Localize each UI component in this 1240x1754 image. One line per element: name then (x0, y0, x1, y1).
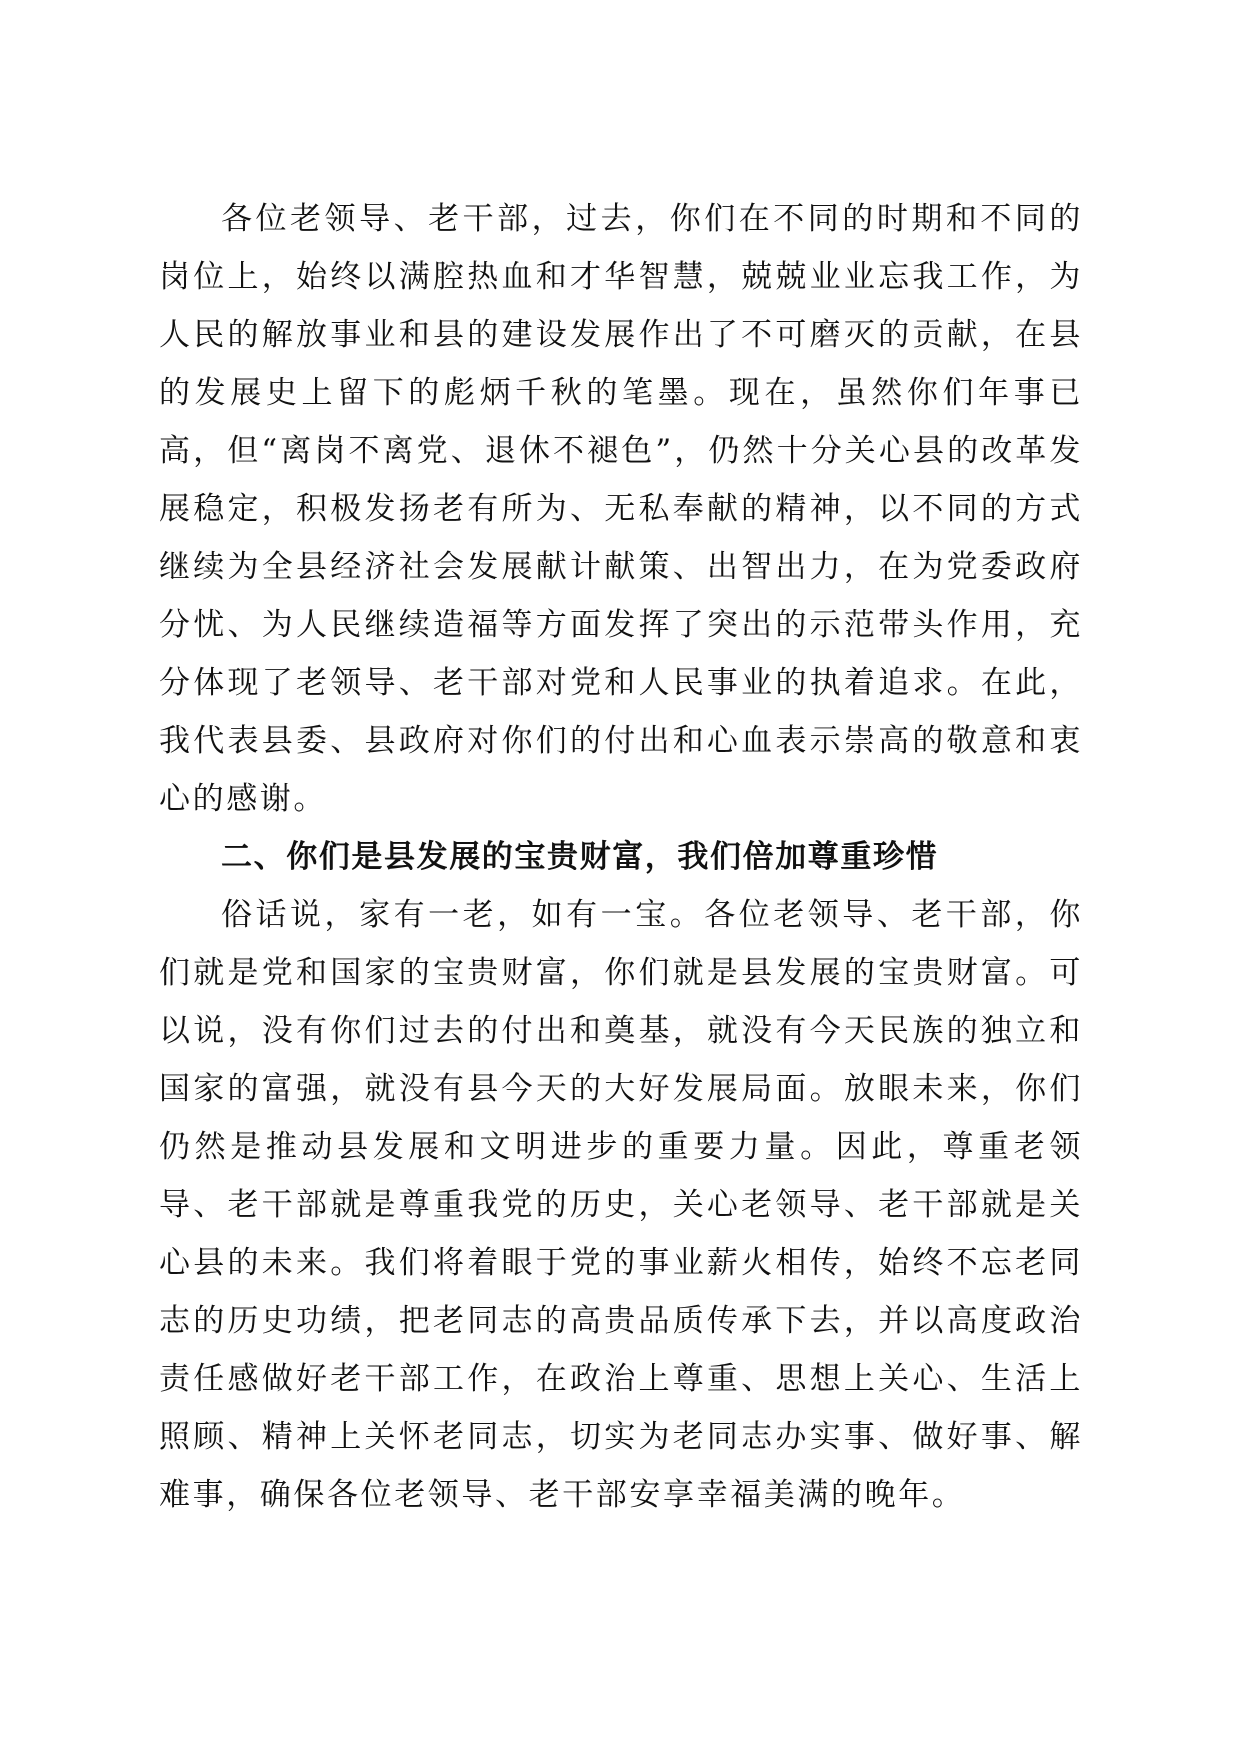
body-paragraph: 各位老领导、老干部，过去，你们在不同的时期和不同的岗位上，始终以满腔热血和才华智慧，兢兢业业忘我工作，为人民的解放事业和县的建设发展作出了不可磨灭的贡献，在县的发展史上留下的彪炳千秋的笔墨。现在，虽然你们年事已高，但“离岗不离党、退休不褪色”，仍然十分关心县的改革发展稳定，积极发扬老有所为、无私奉献的精神，以不同的方式继续为全县经济社会发展献计献策、出智出力，在为党委政府分忧、为人民继续造福等方面发挥了突出的示范带头作用，充分体现了老领导、老干部对党和人民事业的执着追求。在此，我代表县委、县政府对你们的付出和心血表示崇高的敬意和衷心的感谢。 (159, 201, 1083, 817)
section-heading: 二、你们是县发展的宝贵财富，我们倍加尊重珍惜 (221, 839, 939, 875)
document-body (159, 190, 1083, 1524)
body-paragraph: 俗话说，家有一老，如有一宝。各位老领导、老干部，你们就是党和国家的宝贵财富，你们就是县发展的宝贵财富。可以说，没有你们过去的付出和奠基，就没有今天民族的独立和国家的富强，就没有县今天的大好发展局面。放眼未来，你们仍然是推动县发展和文明进步的重要力量。因此，尊重老领导、老干部就是尊重我党的历史，关心老领导、老干部就是关心县的未来。我们将着眼于党的事业薪火相传，始终不忘老同志的历史功绩，把老同志的高贵品质传承下去，并以高度政治责任感做好老干部工作，在政治上尊重、思想上关心、生活上照顾、精神上关怀老同志，切实为老同志办实事、做好事、解难事，确保各位老领导、老干部安享幸福美满的晚年。 (159, 897, 1083, 1513)
